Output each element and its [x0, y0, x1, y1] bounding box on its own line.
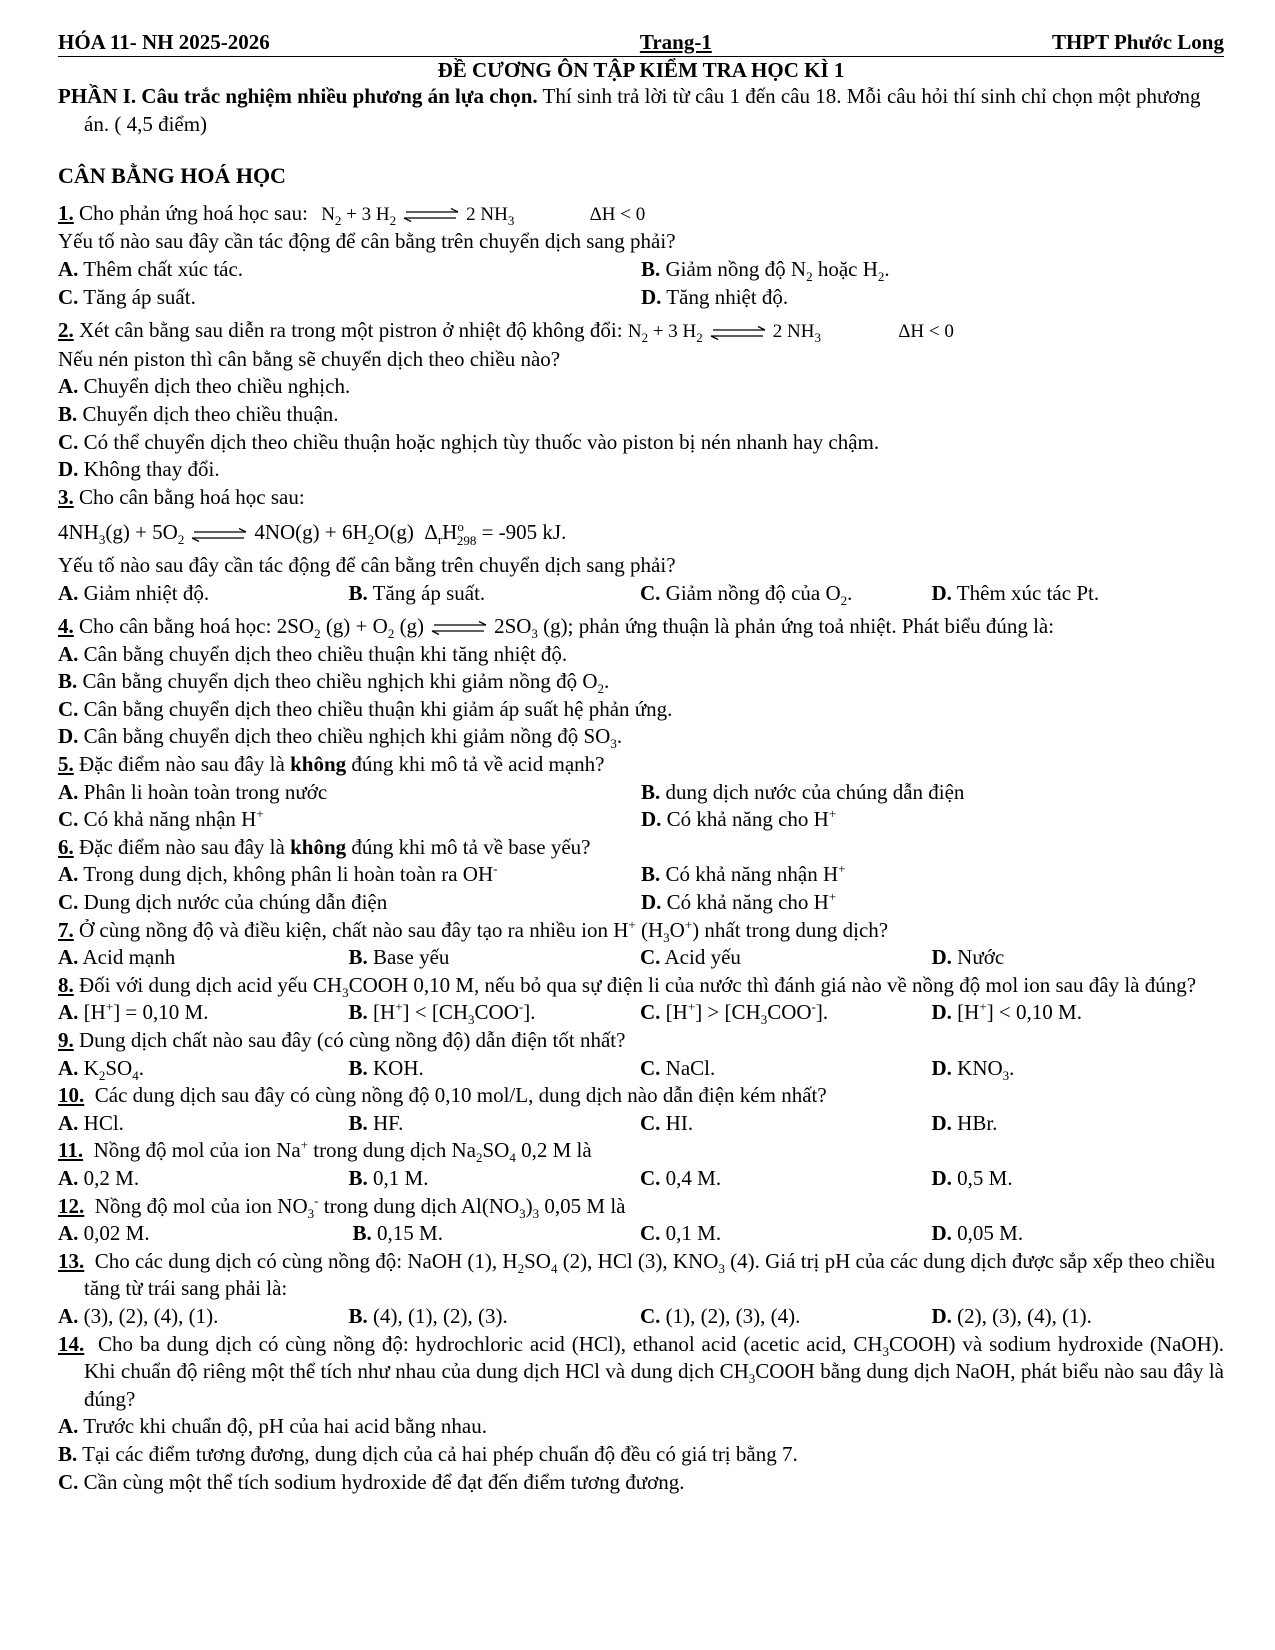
option-b[interactable]: B. (4), (1), (2), (3). — [348, 1303, 508, 1328]
option-c[interactable]: C. Acid yếu — [640, 945, 741, 970]
option-d[interactable]: D. Tăng nhiệt độ. — [641, 284, 789, 309]
option-c[interactable]: C. $[H^+] > [CH_3COO^-]$. — [640, 999, 829, 1028]
option-b[interactable]: B. HF. — [348, 1110, 404, 1135]
option-c[interactable]: C. Giảm nồng độ của $O_2$. — [640, 580, 853, 608]
option-b[interactable]: B. Có khả năng nhận H+ — [641, 861, 846, 887]
question-2 — [58, 317, 1224, 484]
header-page: Trang-1 — [639, 30, 712, 54]
option-c[interactable]: C. Có khả năng nhận H+ — [58, 806, 264, 832]
question-number: 5. — [58, 752, 74, 777]
option-a[interactable]: A. 0,2 M. — [58, 1165, 140, 1190]
equilibrium-arrow-icon — [190, 528, 248, 542]
option-d[interactable]: D. [H+] < 0,10 M. — [931, 999, 1082, 1025]
option-b[interactable]: B. Giảm nồng độ $N_2$ hoặc $H_2$. — [641, 256, 890, 285]
question-14-stem: 14. Cho ba dung dịch có cùng nồng độ: hydrochloric acid (HCl), ethanol acid (acetic acid, $CH_3COOH$) và sodium hydroxide (NaOH). Khi chuẩn độ riêng một thể tích như nhau của dung dịch HCl và dung dịch $CH_3COOH$ bằng dung dịch NaOH, phát biểu nào sau đây là đúng? — [58, 1331, 1224, 1411]
question-number: 7. — [58, 917, 74, 942]
question-8 — [58, 972, 1224, 1027]
option-c[interactable]: C. 0,4 M. — [640, 1165, 722, 1190]
question-13-stem: 13. Cho các dung dịch có cùng nồng độ: NaOH (1), $H_2SO_4$ (2), HCl (3), $KNO_3$ (4). Giá trị pH của các dung dịch được sắp xếp theo chiều tăng từ trái sang phải là: — [58, 1248, 1216, 1301]
part-1-instructions — [58, 83, 1224, 138]
question-13 — [58, 1248, 1224, 1331]
question-text-2: Yếu tố nào sau đây cần tác động để cân bằng trên chuyển dịch sang phải? — [58, 552, 676, 577]
document-page — [58, 29, 1224, 1496]
option-a[interactable]: A. Thêm chất xúc tác. — [58, 256, 244, 281]
question-9-stem: 9. Dung dịch chất nào sau đây (có cùng nồng độ) dẫn điện tốt nhất? — [58, 1028, 626, 1052]
question-number: 10. — [58, 1083, 85, 1108]
option-a[interactable]: A. Trong dung dịch, không phân li hoàn toàn ra OH- — [58, 861, 498, 887]
question-number: 4. — [58, 614, 74, 639]
part-1-text: Thí sinh trả lời từ câu 1 đến câu 18. Mỗi câu hỏi thí sinh chỉ chọn một phương án. ( 4,5 điểm) — [84, 84, 1201, 136]
options — [58, 861, 1224, 889]
question-10 — [58, 1082, 1224, 1137]
option-a[interactable]: A. Acid mạnh — [58, 945, 176, 970]
section-title: CÂN BẰNG HOÁ HỌC — [58, 163, 286, 189]
options — [58, 944, 1224, 972]
question-number: 11. — [58, 1138, 84, 1163]
option-d[interactable]: D. Không thay đổi. — [58, 457, 220, 482]
question-number: 3. — [58, 484, 74, 509]
question-11-stem: 11. Nồng độ mol của ion Na+ trong dung dịch $Na_2SO_4$ 0,2 M là — [58, 1137, 592, 1166]
option-d[interactable]: D. 0,5 M. — [931, 1165, 1013, 1190]
part-1-label: PHẦN I. Câu trắc nghiệm nhiều phương án lựa chọn. — [58, 84, 538, 108]
option-a[interactable]: A. (3), (2), (4), (1). — [58, 1303, 219, 1328]
document-title: ĐỀ CƯƠNG ÔN TẬP KIỂM TRA HỌC KÌ 1 — [437, 58, 845, 82]
option-c[interactable]: C. Cân bằng chuyển dịch theo chiều thuận khi giảm áp suất hệ phản ứng. — [58, 696, 673, 721]
question-7-stem: 7. Ở cùng nồng độ và điều kiện, chất nào sau đây tạo ra nhiều ion H+ $(H_3O^+)$ nhất trong dung dịch? — [58, 916, 889, 945]
option-a[interactable]: A. HCl. — [58, 1110, 124, 1135]
option-b[interactable]: B. KOH. — [348, 1055, 424, 1080]
question-4 — [58, 613, 1224, 751]
options — [58, 1220, 1224, 1248]
question-1 — [58, 200, 1224, 311]
option-a[interactable]: A. Phân li hoàn toàn trong nước — [58, 779, 328, 804]
reaction-equation: $4NH_3(g) + 5O_2$ $4NO(g) + 6H_2O(g) \Delta_rH^o_{298} = -905$ kJ. — [58, 519, 567, 548]
header-subject: HÓA 11- NH 2025-2026 — [58, 30, 270, 54]
reaction-equation: $N_2 + 3$ $H_2$ 2 $NH_3$ — [627, 321, 821, 345]
question-1-stem — [58, 200, 1224, 229]
question-14 — [58, 1331, 1224, 1497]
option-d[interactable]: D. Có khả năng cho H+ — [641, 806, 837, 832]
option-c[interactable]: C. Có thể chuyển dịch theo chiều thuận hoặc nghịch tùy thuốc vào piston bị nén nhanh hay chậm. — [58, 429, 880, 454]
reaction-equation: $N_2 + 3$ $H_2$ 2 $NH_3$ — [321, 203, 515, 228]
enthalpy: ΔH < 0 — [589, 203, 646, 225]
option-c[interactable]: C. Tăng áp suất. — [58, 284, 196, 309]
question-6 — [58, 834, 1224, 917]
option-a[interactable]: A. Giảm nhiệt độ. — [58, 580, 210, 605]
enthalpy: ΔH < 0 — [898, 321, 954, 343]
option-b[interactable]: B. Tại các điểm tương đương, dung dịch của cả hai phép chuẩn độ đều có giá trị bằng 7. — [58, 1441, 798, 1466]
question-number: 9. — [58, 1028, 74, 1052]
options — [58, 1165, 1224, 1193]
question-number: 8. — [58, 972, 74, 997]
question-8-stem: 8. Đối với dung dịch acid yếu $CH_3COOH$ 0,10 M, nếu bỏ qua sự điện li của nước thì đánh giá nào về nồng độ mol ion sau đây là đúng? — [58, 972, 1197, 1000]
option-b[interactable]: B. dung dịch nước của chúng dẫn điện — [641, 779, 965, 804]
question-5-stem: 5. Đặc điểm nào sau đây là không đúng khi mô tả về acid mạnh? — [58, 752, 605, 777]
option-c[interactable]: C. Dung dịch nước của chúng dẫn điện — [58, 890, 388, 915]
options — [58, 1055, 1224, 1083]
options — [58, 580, 1224, 608]
enthalpy: = -905 kJ. — [481, 520, 567, 545]
question-number: 13. — [58, 1248, 85, 1273]
question-10-stem: 10. Các dung dịch sau đây có cùng nồng độ 0,10 mol/L, dung dịch nào dẫn điện kém nhất? — [58, 1083, 827, 1108]
option-d[interactable]: D. 0,05 M. — [931, 1221, 1024, 1246]
option-c[interactable]: C. NaCl. — [640, 1055, 716, 1080]
option-a[interactable]: A. Cân bằng chuyển dịch theo chiều thuận khi tăng nhiệt độ. — [58, 641, 568, 666]
question-6-stem: 6. Đặc điểm nào sau đây là không đúng khi mô tả về base yếu? — [58, 834, 591, 859]
question-number: 6. — [58, 834, 74, 859]
equilibrium-arrow-icon — [402, 208, 460, 222]
options — [58, 284, 1224, 312]
page-header — [58, 29, 1224, 57]
question-7 — [58, 917, 1224, 972]
question-number: 12. — [58, 1193, 85, 1218]
option-d[interactable]: D. Thêm xúc tác Pt. — [931, 580, 1100, 605]
option-b[interactable]: B. 0,15 M. — [352, 1221, 443, 1246]
question-text-2: Nếu nén piston thì cân bằng sẽ chuyển dịch theo chiều nào? — [58, 346, 561, 371]
question-number: 1. — [58, 200, 74, 225]
question-text: Xét cân bằng sau diễn ra trong một pistron ở nhiệt độ không đổi: — [73, 318, 623, 343]
question-2-stem — [58, 317, 1224, 346]
question-12 — [58, 1193, 1224, 1248]
question-3-stem — [58, 484, 1224, 512]
question-3 — [58, 484, 1224, 607]
option-b[interactable]: B. Cân bằng chuyển dịch theo chiều nghịch khi giảm nồng độ $O_2$. — [58, 669, 610, 697]
question-5 — [58, 751, 1224, 834]
option-a[interactable]: A. $K_2SO_4$. — [58, 1055, 144, 1083]
option-a[interactable]: A. [H+] = 0,10 M. — [58, 999, 209, 1025]
options — [58, 1110, 1224, 1138]
question-number: 2. — [58, 318, 74, 343]
header-school: THPT Phước Long — [1051, 30, 1224, 54]
options — [58, 889, 1224, 917]
option-c[interactable]: C. Cần cùng một thể tích sodium hydroxide để đạt đến điểm tương đương. — [58, 1469, 685, 1494]
equilibrium-arrow-icon — [430, 621, 488, 635]
option-b[interactable]: B. Tăng áp suất. — [348, 580, 486, 605]
option-a[interactable]: A. Trước khi chuẩn độ, pH của hai acid bằng nhau. — [58, 1414, 487, 1439]
option-b[interactable]: B. 0,1 M. — [348, 1165, 429, 1190]
option-a[interactable]: A. Chuyển dịch theo chiều nghịch. — [58, 374, 351, 399]
option-d[interactable]: D. Nước — [931, 945, 1005, 970]
option-c[interactable]: C. 0,1 M. — [640, 1221, 722, 1246]
option-d[interactable]: D. $KNO_3$. — [931, 1055, 1015, 1083]
options — [58, 999, 1224, 1027]
options — [58, 256, 1224, 284]
option-d[interactable]: D. (2), (3), (4), (1). — [931, 1303, 1092, 1328]
equilibrium-arrow-icon — [709, 326, 767, 340]
question-9 — [58, 1027, 1224, 1082]
question-11 — [58, 1137, 1224, 1192]
options — [58, 779, 1224, 807]
option-d[interactable]: D. Có khả năng cho H+ — [641, 889, 837, 915]
question-12-stem: 12. Nồng độ mol của ion $NO_3^-$ trong dung dịch $Al(NO_3)_3$ 0,05 M là — [58, 1192, 626, 1221]
option-d[interactable]: D. Cân bằng chuyển dịch theo chiều nghịch khi giảm nồng độ $SO_3$. — [58, 724, 623, 752]
option-b[interactable]: B. Chuyển dịch theo chiều thuận. — [58, 401, 339, 426]
option-b[interactable]: B. $[H^+] < [CH_3COO^-]$. — [348, 999, 536, 1028]
options — [58, 806, 1224, 834]
question-text: Cho phản ứng hoá học sau: — [73, 200, 308, 225]
question-text-2: Yếu tố nào sau đây cần tác động để cân bằng trên chuyển dịch sang phải? — [58, 229, 676, 254]
option-a[interactable]: A. 0,02 M. — [58, 1221, 150, 1246]
question-4-stem: 4. Cho cân bằng hoá học: $2SO_2$ $(g) + O_2$ (g) $2SO_3$ (g); phản ứng thuận là phản ứng toả nhiệt. Phát biểu đúng là: — [58, 614, 1055, 642]
question-text: Cho cân bằng hoá học: — [73, 614, 272, 639]
option-c[interactable]: C. (1), (2), (3), (4). — [640, 1303, 801, 1328]
question-text: Cho cân bằng hoá học sau: — [73, 484, 305, 509]
options — [58, 1303, 1224, 1331]
question-text-end: (g); phản ứng thuận là phản ứng toả nhiệt. Phát biểu đúng là: — [537, 614, 1055, 639]
option-c[interactable]: C. HI. — [640, 1110, 694, 1135]
option-b[interactable]: B. Base yếu — [348, 945, 450, 970]
option-d[interactable]: D. HBr. — [931, 1110, 998, 1135]
question-number: 14. — [58, 1331, 85, 1356]
